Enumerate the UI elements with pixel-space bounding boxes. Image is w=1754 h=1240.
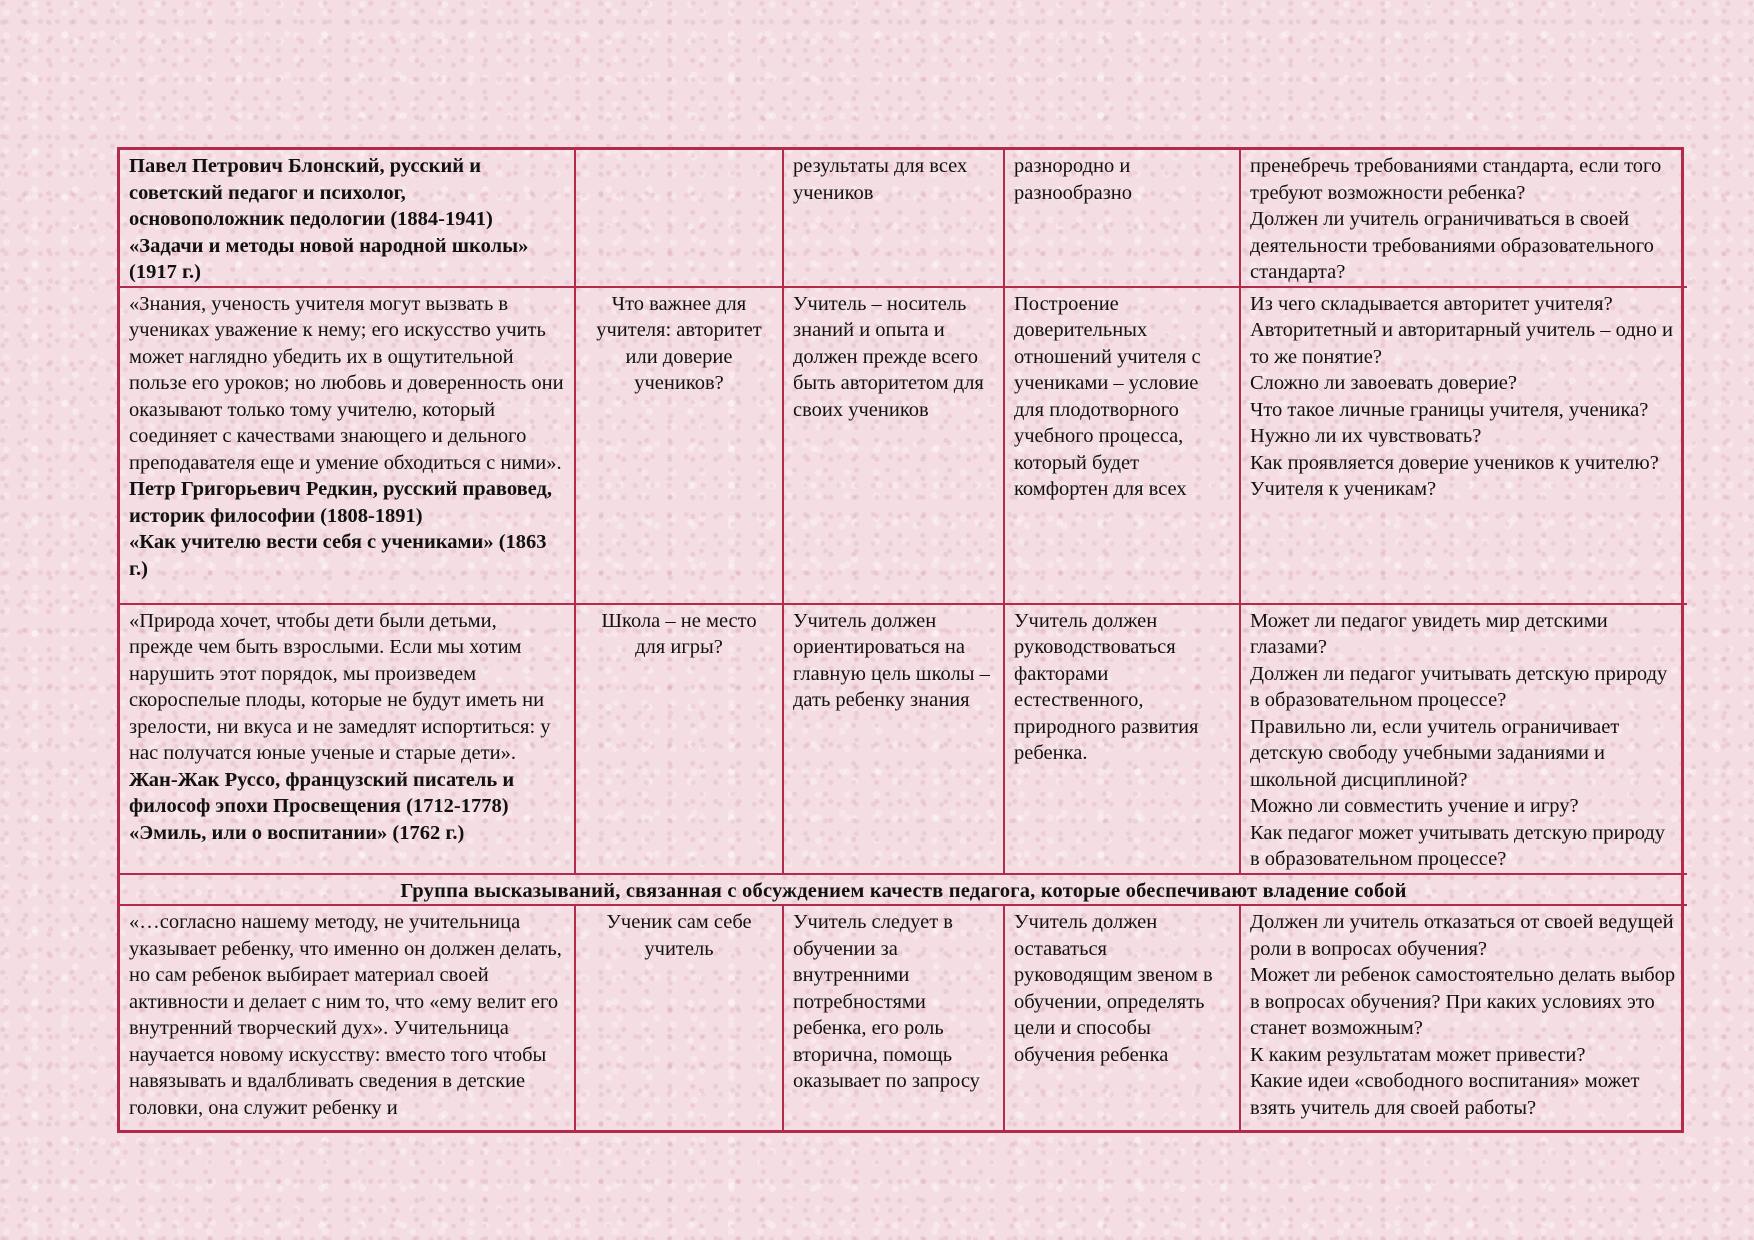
discussion-question: Можно ли совместить учение и игру? xyxy=(1250,795,1579,817)
discussion-question: К каким результатам может привести? xyxy=(1250,1043,1586,1066)
quote-cell xyxy=(120,905,575,1130)
quote-cell xyxy=(120,604,575,874)
discussion-question: Должен ли педагог учитывать детскую природу в образовательном процессе? xyxy=(1250,662,1668,711)
position-b-cell: Учитель должен руководствоваться факторами естественного, природного развития ребенка. xyxy=(1004,604,1240,874)
quote-work: «Эмиль, или о воспитании» (1762 г.) xyxy=(129,821,465,844)
discussion-question: Как проявляется доверие учеников к учителю? Учителя к ученикам? xyxy=(1250,451,1659,500)
discussion-question: Должен ли учитель отказаться от своей ведущей роли в вопросах обучения? xyxy=(1250,911,1674,960)
quote-text: «Знания, ученость учителя могут вызвать в учениках уважение к нему; его искусство учить может наглядно убедить их в ощутительной пользе его уроков; но любовь и доверенность они оказывают только тому учителю, который соединяет с качествами знающего и дельного преподавателя еще и умение обходиться с ними». xyxy=(129,292,564,474)
discussion-question: пренебречь требованиями стандарта, если того требуют возможности ребенка? xyxy=(1250,155,1662,204)
position-b-cell: Построение доверительных отношений учителя с учениками – условие для плодотворного учебного процесса, который будет комфортен для всех xyxy=(1004,287,1240,604)
discussion-question: Правильно ли, если учитель ограничивает детскую свободу учебными заданиями и школьной дисциплиной? xyxy=(1250,715,1620,791)
discussion-question: Какие идеи «свободного воспитания» может взять учитель для своей работы? xyxy=(1250,1070,1640,1119)
discussion-question: Из чего складывается авторитет учителя? xyxy=(1250,292,1613,315)
question-cell: Что важнее для учителя: авторитет или доверие учеников? xyxy=(575,287,783,604)
position-b-cell: Учитель должен оставаться руководящим звеном в обучении, определять цели и способы обучения ребенка xyxy=(1004,905,1240,1130)
position-a-cell: результаты для всех учеников xyxy=(783,150,1004,287)
document-page xyxy=(117,147,1684,1133)
discussion-questions-cell xyxy=(1240,604,1687,874)
quote-text: «…согласно нашему методу, не учительница указывает ребенку, что именно он должен делать, но сам ребенок выбирает материал своей активности и делает с ним то, что «ему велит его внутренний творческий дух». Учительница научается новому искусству: вместо того чтобы навязывать и вдалбливать сведения в детские головки, она служит ребенку и xyxy=(129,911,562,1119)
quote-author: Жан-Жак Руссо, французский писатель и философ эпохи Просвещения (1712-1778) xyxy=(129,768,515,817)
quote-cell xyxy=(120,287,575,604)
discussion-question: Должен ли учитель ограничиваться в своей деятельности требованиями образовательного стандарта? xyxy=(1250,208,1654,283)
discussion-question: Как педагог может учитывать детскую природу в образовательном процессе? xyxy=(1250,821,1666,870)
group-heading-row xyxy=(120,874,1687,906)
quote-work: «Как учителю вести себя с учениками» (1863 г.) xyxy=(129,531,547,580)
position-a-cell: Учитель – носитель знаний и опыта и должен прежде всего быть авторитетом для своих учеников xyxy=(783,287,1004,604)
quote-author: Павел Петрович Блонский, русский и советский педагог и психолог, основоположник педологии (1884-1941) xyxy=(129,155,493,230)
question-cell: Ученик сам себе учитель xyxy=(575,905,783,1130)
discussion-question: Авторитетный и авторитарный учитель – одно и то же понятие? xyxy=(1250,319,1673,368)
quote-text: «Природа хочет, чтобы дети были детьми, прежде чем быть взрослыми. Если мы хотим нарушить этот порядок, мы произведем скороспелые плоды, которые не будут иметь ни зрелости, ни вкуса и не замедлят испортиться: у нас получатся юные ученые и старые дети». xyxy=(129,609,551,764)
quote-cell xyxy=(120,150,575,287)
discussion-question: Сложно ли завоевать доверие? xyxy=(1250,372,1517,394)
question-cell: Школа – не место для игры? xyxy=(575,604,783,874)
quote-author: Петр Григорьевич Редкин, русский правовед, историк философии (1808-1891) xyxy=(129,478,552,527)
table-row xyxy=(120,905,1687,1130)
quotes-table xyxy=(120,150,1687,1130)
discussion-questions-cell xyxy=(1240,150,1687,287)
table-row xyxy=(120,150,1687,287)
position-a-cell: Учитель следует в обучении за внутренними потребностями ребенка, его роль вторична, помощь оказывает по запросу xyxy=(783,905,1004,1130)
table-row xyxy=(120,604,1687,874)
group-heading: Группа высказываний, связанная с обсуждением качеств педагога, которые обеспечивают владение собой xyxy=(120,874,1687,906)
table-row xyxy=(120,287,1687,604)
question-cell xyxy=(575,150,783,287)
discussion-questions-cell xyxy=(1240,905,1687,1130)
discussion-question: Что такое личные границы учителя, ученика? Нужно ли их чувствовать? xyxy=(1250,398,1649,447)
quote-work: «Задачи и методы новой народной школы» (1917 г.) xyxy=(129,234,529,283)
discussion-question: Может ли педагог увидеть мир детскими глазами? xyxy=(1250,609,1608,658)
position-b-cell: разнородно и разнообразно xyxy=(1004,150,1240,287)
discussion-questions-cell xyxy=(1240,287,1687,604)
discussion-question: Может ли ребенок самостоятельно делать выбор в вопросах обучения? При каких условиях это станет возможным? xyxy=(1250,964,1676,1039)
position-a-cell: Учитель должен ориентироваться на главную цель школы – дать ребенку знания xyxy=(783,604,1004,874)
